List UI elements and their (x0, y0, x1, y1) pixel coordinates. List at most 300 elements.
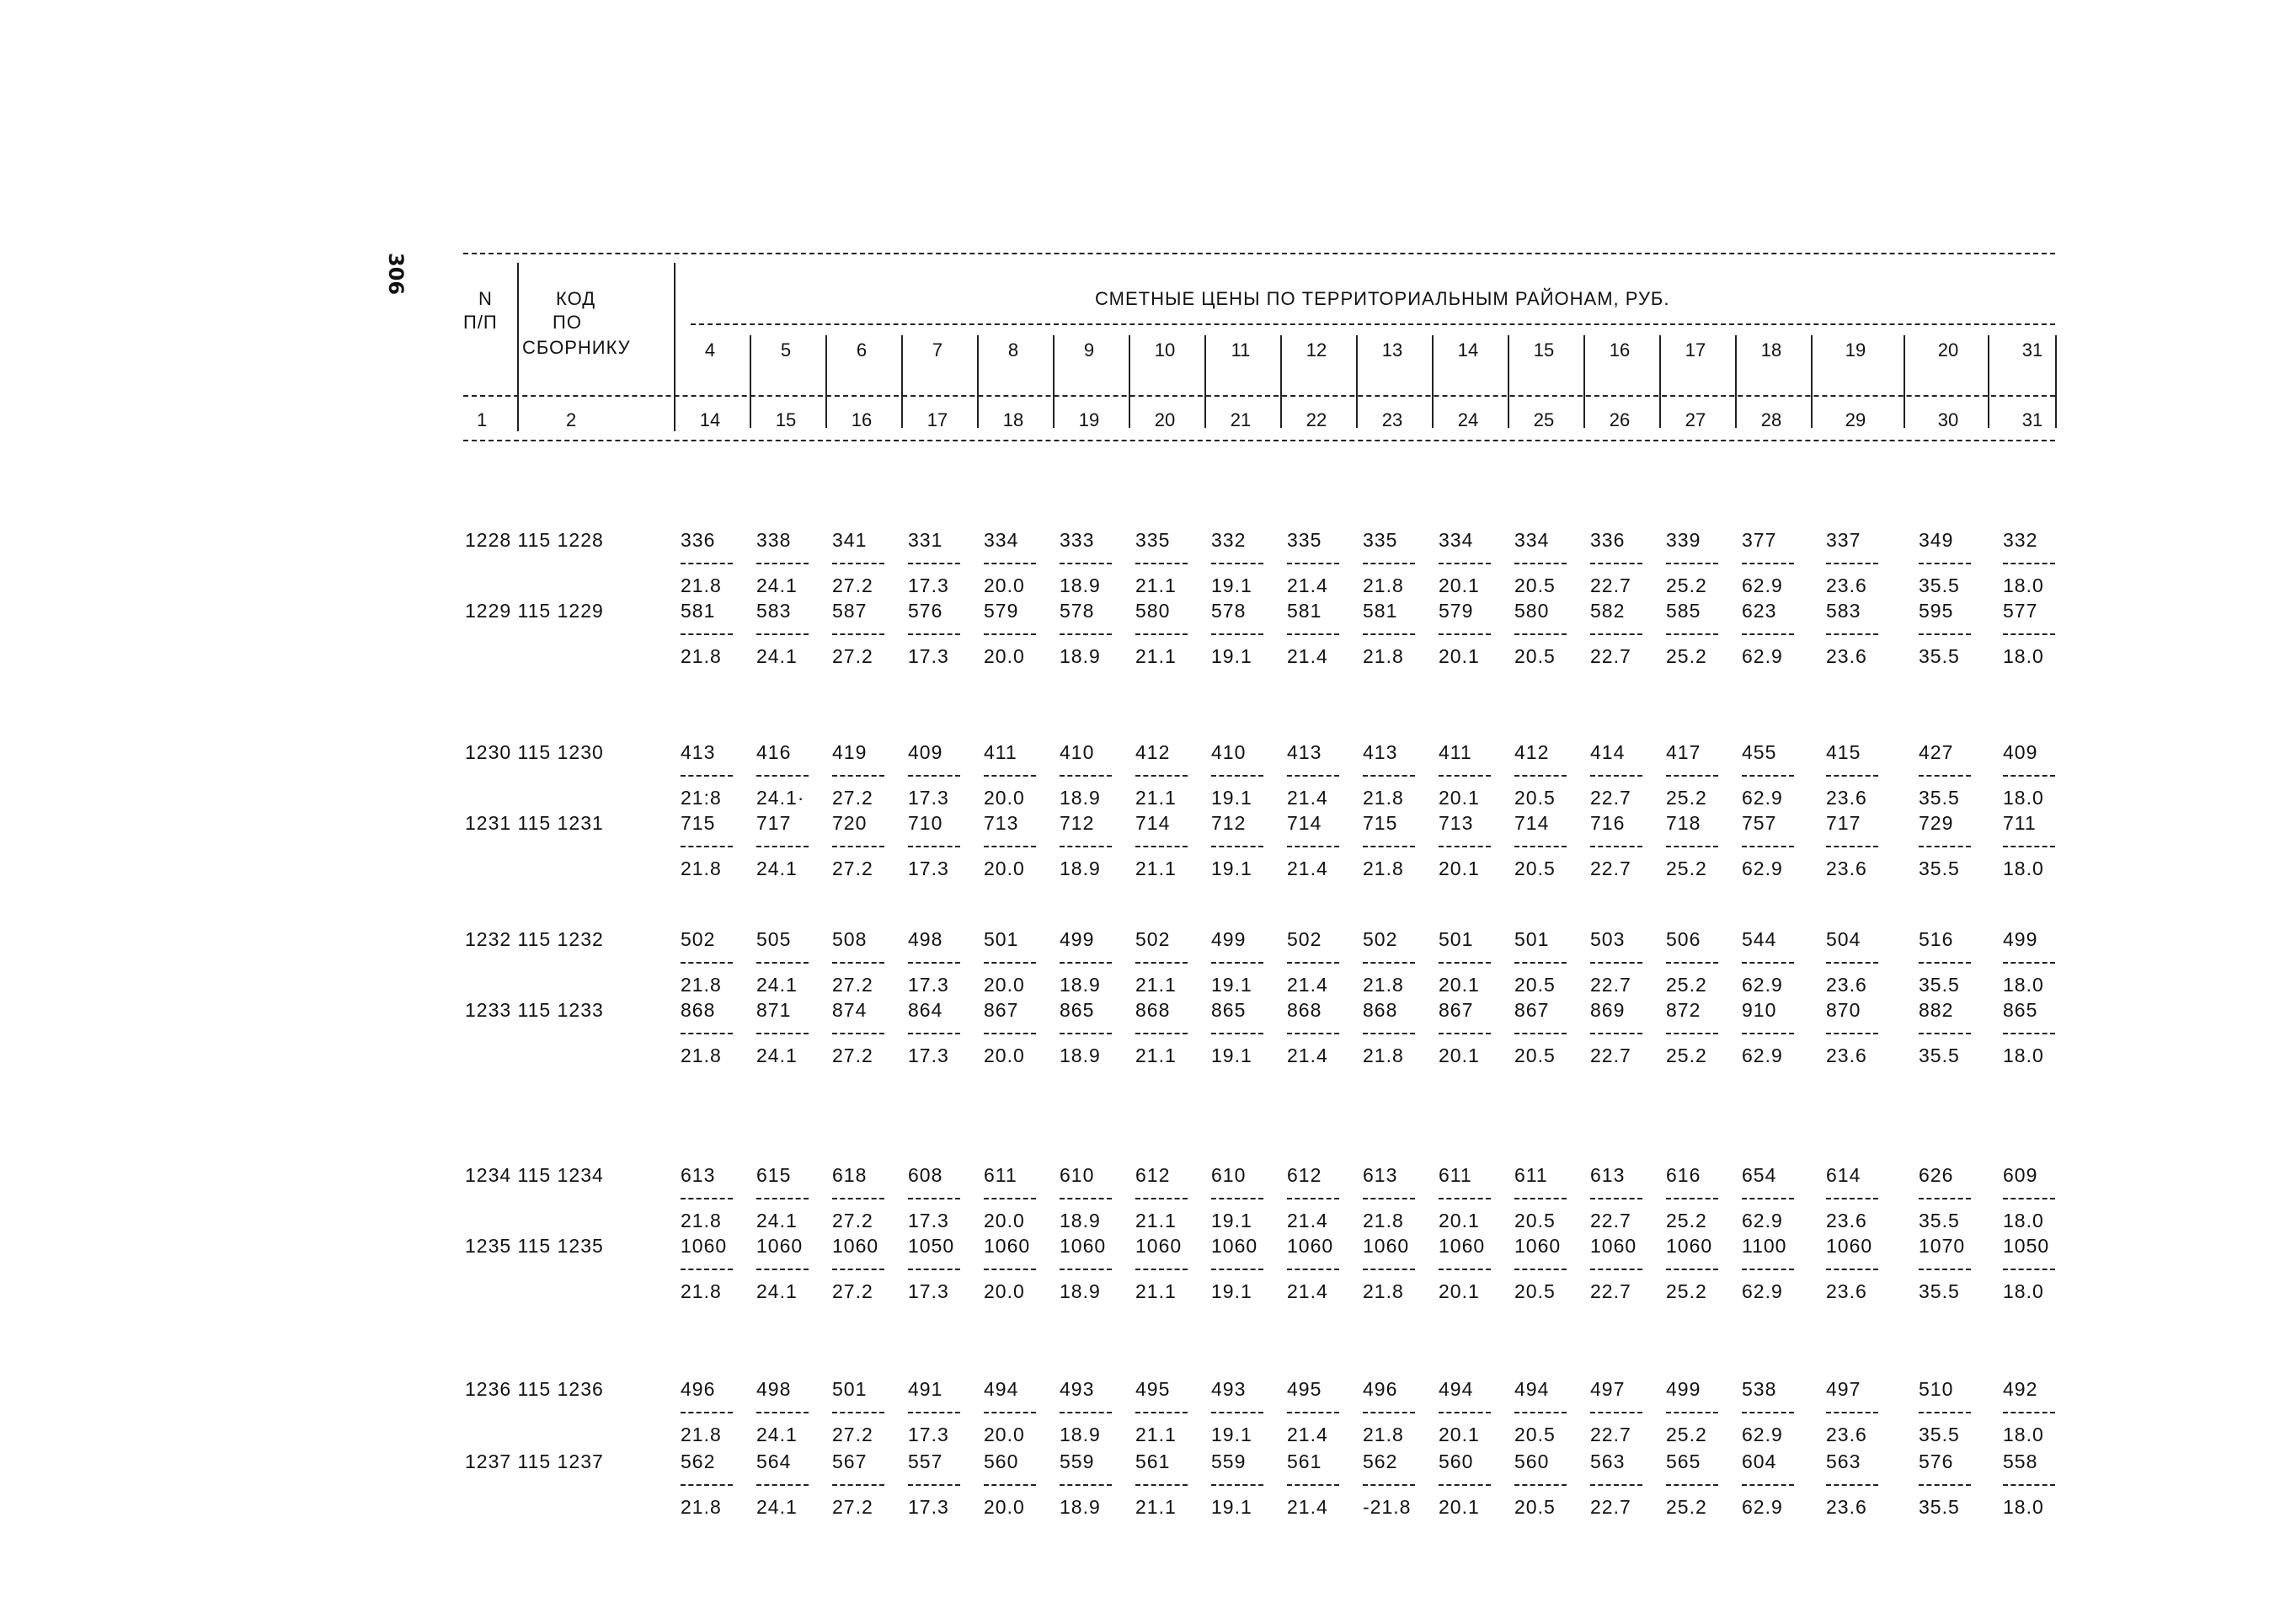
coefficient-value: 23.6 (1826, 645, 1867, 667)
coefficient-value: 17.3 (908, 645, 949, 667)
price-value: 498 (756, 1378, 792, 1400)
fraction-line (681, 1198, 733, 1199)
fraction-line (1590, 1269, 1642, 1270)
coefficient-value: 18.9 (1060, 1210, 1101, 1231)
coefficient-value: 23.6 (1826, 1424, 1867, 1445)
coefficient-value: 27.2 (832, 1044, 873, 1066)
fraction-line (1211, 1484, 1263, 1486)
fraction-line (1590, 563, 1642, 564)
coefficient-value: 19.1 (1211, 787, 1252, 809)
header-n-sub: П/П (463, 312, 498, 333)
coefficient-value: 21.4 (1287, 974, 1328, 996)
fraction-line (1666, 1269, 1718, 1270)
coefficient-value: 27.2 (832, 574, 873, 596)
coefficient-value: 20.5 (1514, 1280, 1556, 1302)
coefficient-value: 62.9 (1742, 1280, 1783, 1302)
coefficient-value: 23.6 (1826, 857, 1867, 879)
price-value: 565 (1666, 1450, 1701, 1472)
price-value: 417 (1666, 741, 1701, 763)
fraction-line (1060, 1198, 1112, 1199)
coefficient-value: 20.1 (1439, 974, 1480, 996)
price-value: 579 (984, 600, 1019, 622)
price-value: 610 (1211, 1164, 1247, 1186)
coefficient-value: 20.5 (1514, 1210, 1556, 1231)
fraction-line (1211, 563, 1263, 564)
fraction-line (1919, 1198, 1971, 1199)
coefficient-value: 20.0 (984, 1044, 1025, 1066)
coefficient-value: 21.8 (681, 1280, 722, 1302)
fraction-line (1135, 962, 1188, 964)
price-value: 874 (832, 999, 868, 1021)
coefficient-value: 18.0 (2003, 574, 2044, 596)
fraction-line (2003, 1198, 2055, 1199)
fraction-line (756, 1412, 809, 1413)
coefficient-value: 18.9 (1060, 574, 1101, 596)
fraction-line (1211, 846, 1263, 847)
row-code: 1228 115 1228 (465, 529, 604, 551)
fraction-line (832, 1269, 884, 1270)
price-value: 427 (1919, 741, 1954, 763)
coefficient-value: 21.1 (1135, 645, 1177, 667)
coefficient-value: 20.1 (1439, 1424, 1480, 1445)
fraction-line (1287, 962, 1339, 964)
fraction-line (1060, 846, 1112, 847)
coefficient-value: 18.9 (1060, 1424, 1101, 1445)
fraction-line (756, 1033, 809, 1034)
header-code: КОД (556, 288, 596, 309)
index-number: 21 (1230, 409, 1252, 430)
price-value: 504 (1826, 928, 1861, 950)
price-value: 869 (1590, 999, 1626, 1021)
header-top-rule (463, 253, 2055, 254)
fraction-line (832, 962, 884, 964)
coefficient-value: 20.5 (1514, 1424, 1556, 1445)
fraction-line (1514, 563, 1567, 564)
price-value: 577 (2003, 600, 2038, 622)
fraction-line (1514, 633, 1567, 635)
fraction-line (1919, 775, 1971, 777)
coefficient-value: 19.1 (1211, 857, 1252, 879)
fraction-line (1919, 1484, 1971, 1486)
coefficient-value: 21.8 (681, 1496, 722, 1518)
fraction-line (1135, 563, 1188, 564)
price-value: 564 (756, 1450, 792, 1472)
price-value: 499 (2003, 928, 2038, 950)
fraction-line (1514, 1412, 1567, 1413)
price-value: 580 (1514, 600, 1550, 622)
price-value: 335 (1287, 529, 1322, 551)
coefficient-value: 22.7 (1590, 1424, 1631, 1445)
price-value: 567 (832, 1450, 868, 1472)
coefficient-value: 19.1 (1211, 1044, 1252, 1066)
header-mid-rule (691, 323, 2055, 325)
coefficient-value: 27.2 (832, 1210, 873, 1231)
index-number: 14 (699, 409, 721, 430)
price-value: 491 (908, 1378, 943, 1400)
price-value: 516 (1919, 928, 1954, 950)
fraction-line (1826, 1484, 1878, 1486)
fraction-line (1590, 775, 1642, 777)
coefficient-value: 22.7 (1590, 574, 1631, 596)
price-value: 868 (1135, 999, 1171, 1021)
fraction-line (1060, 633, 1112, 635)
fraction-line (1211, 1269, 1263, 1270)
fraction-line (1666, 1033, 1718, 1034)
coefficient-value: 22.7 (1590, 1044, 1631, 1066)
coefficient-value: 23.6 (1826, 1280, 1867, 1302)
fraction-line (984, 633, 1036, 635)
price-value: 581 (681, 600, 716, 622)
price-value: 579 (1439, 600, 1474, 622)
coefficient-value: 17.3 (908, 1424, 949, 1445)
coefficient-value: 18.0 (2003, 1044, 2044, 1066)
fraction-line (2003, 633, 2055, 635)
price-value: 576 (1919, 1450, 1954, 1472)
price-value: 559 (1060, 1450, 1095, 1472)
fraction-line (681, 633, 733, 635)
coefficient-value: 23.6 (1826, 1496, 1867, 1518)
coefficient-value: 35.5 (1919, 787, 1960, 809)
coefficient-value: 20.0 (984, 1210, 1025, 1231)
coefficient-value: 25.2 (1666, 1424, 1707, 1445)
coefficient-value: 21.8 (1363, 857, 1404, 879)
coefficient-value: 20.5 (1514, 787, 1556, 809)
price-value: 416 (756, 741, 792, 763)
price-value: 413 (681, 741, 716, 763)
fraction-line (908, 1412, 960, 1413)
price-value: 492 (2003, 1378, 2038, 1400)
price-value: 544 (1742, 928, 1777, 950)
fraction-line (1666, 563, 1718, 564)
fraction-line (1363, 1484, 1415, 1486)
fraction-line (1826, 846, 1878, 847)
price-value: 582 (1590, 600, 1626, 622)
district-number: 7 (932, 339, 943, 361)
fraction-line (832, 563, 884, 564)
table-title: СМЕТНЫЕ ЦЕНЫ ПО ТЕРРИТОРИАЛЬНЫМ РАЙОНАМ, РУБ. (1095, 288, 1670, 309)
price-value: 868 (1363, 999, 1398, 1021)
fraction-line (908, 962, 960, 964)
district-number: 19 (1845, 339, 1866, 361)
coefficient-value: 17.3 (908, 1496, 949, 1518)
price-value: 1060 (832, 1235, 879, 1257)
price-value: 1060 (1514, 1235, 1562, 1257)
coefficient-value: 23.6 (1826, 787, 1867, 809)
price-value: 867 (1514, 999, 1550, 1021)
price-value: 1060 (1826, 1235, 1873, 1257)
district-number: 18 (1760, 339, 1782, 361)
coefficient-value: 27.2 (832, 787, 873, 809)
coefficient-value: 21.1 (1135, 974, 1177, 996)
fraction-line (1135, 633, 1188, 635)
fraction-line (756, 1198, 809, 1199)
fraction-line (908, 1484, 960, 1486)
fraction-line (908, 633, 960, 635)
coefficient-value: 35.5 (1919, 645, 1960, 667)
fraction-line (832, 633, 884, 635)
price-value: 1060 (681, 1235, 728, 1257)
coefficient-value: 20.0 (984, 857, 1025, 879)
index-number: 15 (775, 409, 797, 430)
coefficient-value: 17.3 (908, 1210, 949, 1231)
price-value: 615 (756, 1164, 792, 1186)
fraction-line (1287, 846, 1339, 847)
fraction-line (1363, 563, 1415, 564)
coefficient-value: 18.0 (2003, 1210, 2044, 1231)
fraction-line (1439, 1269, 1491, 1270)
fraction-line (1590, 633, 1642, 635)
coefficient-value: 20.0 (984, 1424, 1025, 1445)
coefficient-value: 18.0 (2003, 857, 2044, 879)
price-value: 595 (1919, 600, 1954, 622)
coefficient-value: 20.0 (984, 1496, 1025, 1518)
price-value: 1060 (1211, 1235, 1258, 1257)
price-value: 494 (1514, 1378, 1550, 1400)
coefficient-value: 62.9 (1742, 645, 1783, 667)
fraction-line (908, 1033, 960, 1034)
price-value: 867 (1439, 999, 1474, 1021)
fraction-line (1363, 1412, 1415, 1413)
price-value: 578 (1060, 600, 1095, 622)
coefficient-value: 20.1 (1439, 787, 1480, 809)
fraction-line (1439, 1484, 1491, 1486)
fraction-line (908, 1198, 960, 1199)
fraction-line (1742, 1484, 1794, 1486)
fraction-line (1060, 1269, 1112, 1270)
price-value: 1060 (1287, 1235, 1334, 1257)
price-value: 616 (1666, 1164, 1701, 1186)
fraction-line (756, 775, 809, 777)
price-value: 409 (2003, 741, 2038, 763)
coefficient-value: 35.5 (1919, 1424, 1960, 1445)
coefficient-value: 21.8 (1363, 1424, 1404, 1445)
price-value: 611 (1439, 1164, 1472, 1186)
coefficient-value: 23.6 (1826, 574, 1867, 596)
coefficient-value: 21:8 (681, 787, 722, 809)
coefficient-value: 23.6 (1826, 1210, 1867, 1231)
price-value: 411 (984, 741, 1017, 763)
district-number: 5 (780, 339, 792, 361)
fraction-line (2003, 1033, 2055, 1034)
price-value: 578 (1211, 600, 1247, 622)
fraction-line (1287, 1269, 1339, 1270)
coefficient-value: 18.9 (1060, 645, 1101, 667)
coefficient-value: 21.4 (1287, 1044, 1328, 1066)
coefficient-value: 24.1 (756, 1496, 798, 1518)
price-value: 715 (681, 812, 716, 834)
price-value: 611 (984, 1164, 1017, 1186)
price-value: 331 (908, 529, 943, 551)
coefficient-value: 21.4 (1287, 574, 1328, 596)
price-value: 495 (1287, 1378, 1322, 1400)
fraction-line (756, 633, 809, 635)
coefficient-value: 25.2 (1666, 1496, 1707, 1518)
price-value: 508 (832, 928, 868, 950)
coefficient-value: 27.2 (832, 1280, 873, 1302)
coefficient-value: 62.9 (1742, 974, 1783, 996)
fraction-line (1060, 1412, 1112, 1413)
price-value: 581 (1363, 600, 1398, 622)
price-value: 377 (1742, 529, 1777, 551)
fraction-line (1439, 633, 1491, 635)
coefficient-value: 24.1 (756, 1424, 798, 1445)
price-value: 1070 (1919, 1235, 1966, 1257)
fraction-line (1826, 633, 1878, 635)
price-value: 618 (832, 1164, 868, 1186)
coefficient-value: 18.0 (2003, 1280, 2044, 1302)
price-value: 757 (1742, 812, 1777, 834)
coefficient-value: 24.1 (756, 574, 798, 596)
coefficient-value: 18.9 (1060, 974, 1101, 996)
price-value: 495 (1135, 1378, 1171, 1400)
coefficient-value: 18.9 (1060, 1496, 1101, 1518)
price-value: 501 (1514, 928, 1550, 950)
fraction-line (1666, 633, 1718, 635)
coefficient-value: 21.4 (1287, 1280, 1328, 1302)
coefficient-value: 18.9 (1060, 1044, 1101, 1066)
coefficient-value: 17.3 (908, 974, 949, 996)
coefficient-value: 20.5 (1514, 1496, 1556, 1518)
district-number: 8 (1007, 339, 1019, 361)
price-value: 510 (1919, 1378, 1954, 1400)
fraction-line (1287, 563, 1339, 564)
fraction-line (756, 846, 809, 847)
coefficient-value: 21.1 (1135, 787, 1177, 809)
fraction-line (756, 1484, 809, 1486)
coefficient-value: 27.2 (832, 1424, 873, 1445)
fraction-line (1919, 1269, 1971, 1270)
coefficient-value: 21.8 (681, 974, 722, 996)
district-number: 9 (1083, 339, 1095, 361)
coefficient-value: 62.9 (1742, 574, 1783, 596)
fraction-line (1287, 1484, 1339, 1486)
price-value: 711 (2003, 812, 2037, 834)
coefficient-value: 21.8 (681, 1424, 722, 1445)
price-value: 1060 (1060, 1235, 1107, 1257)
price-value: 502 (1135, 928, 1171, 950)
coefficient-value: 62.9 (1742, 857, 1783, 879)
coefficient-value: 19.1 (1211, 1496, 1252, 1518)
price-value: 333 (1060, 529, 1095, 551)
fraction-line (1514, 846, 1567, 847)
fraction-line (1135, 846, 1188, 847)
header-separator (1904, 335, 1905, 428)
fraction-line (832, 1412, 884, 1413)
fraction-line (832, 1198, 884, 1199)
price-value: 413 (1363, 741, 1398, 763)
fraction-line (1742, 563, 1794, 564)
fraction-line (984, 1412, 1036, 1413)
fraction-line (681, 563, 733, 564)
fraction-line (1919, 563, 1971, 564)
price-value: 561 (1135, 1450, 1171, 1472)
fraction-line (1514, 1198, 1567, 1199)
coefficient-value: 19.1 (1211, 974, 1252, 996)
coefficient-value: 20.5 (1514, 974, 1556, 996)
price-value: 713 (1439, 812, 1474, 834)
coefficient-value: 62.9 (1742, 1210, 1783, 1231)
fraction-line (1439, 775, 1491, 777)
fraction-line (1826, 1269, 1878, 1270)
fraction-line (1060, 563, 1112, 564)
price-value: 714 (1135, 812, 1171, 834)
district-number: 6 (856, 339, 868, 361)
price-value: 718 (1666, 812, 1701, 834)
fraction-line (908, 846, 960, 847)
fraction-line (1439, 1198, 1491, 1199)
coefficient-value: 21.8 (681, 574, 722, 596)
price-value: 712 (1211, 812, 1247, 834)
price-value: 713 (984, 812, 1019, 834)
price-value: 334 (1514, 529, 1550, 551)
coefficient-value: 35.5 (1919, 1280, 1960, 1302)
index-number: 29 (1845, 409, 1866, 430)
coefficient-value: 20.0 (984, 645, 1025, 667)
coefficient-value: 20.1 (1439, 857, 1480, 879)
index-number: 30 (1937, 409, 1959, 430)
fraction-line (1211, 1198, 1263, 1199)
district-number: 15 (1533, 339, 1555, 361)
coefficient-value: 24.1· (756, 787, 805, 809)
fraction-line (984, 563, 1036, 564)
coefficient-value: 62.9 (1742, 1044, 1783, 1066)
row-code: 1232 115 1232 (465, 928, 604, 950)
fraction-line (681, 1484, 733, 1486)
price-value: 502 (1363, 928, 1398, 950)
coefficient-value: 35.5 (1919, 1044, 1960, 1066)
coefficient-value: 21.4 (1287, 1496, 1328, 1518)
coefficient-value: 20.1 (1439, 574, 1480, 596)
price-value: 337 (1826, 529, 1861, 551)
fraction-line (1135, 1484, 1188, 1486)
price-value: 583 (1826, 600, 1861, 622)
coefficient-value: 25.2 (1666, 645, 1707, 667)
coefficient-value: 62.9 (1742, 787, 1783, 809)
header-separator (1988, 335, 1989, 428)
coefficient-value: 20.0 (984, 1280, 1025, 1302)
header-separator-n (517, 263, 519, 431)
fraction-line (984, 846, 1036, 847)
price-value: 410 (1211, 741, 1247, 763)
fraction-line (1287, 1198, 1339, 1199)
district-number: 16 (1609, 339, 1631, 361)
fraction-line (1135, 1269, 1188, 1270)
coefficient-value: 20.0 (984, 974, 1025, 996)
price-value: 612 (1287, 1164, 1322, 1186)
price-value: 871 (756, 999, 792, 1021)
price-value: 867 (984, 999, 1019, 1021)
coefficient-value: 17.3 (908, 857, 949, 879)
fraction-line (1363, 775, 1415, 777)
fraction-line (1742, 775, 1794, 777)
fraction-line (2003, 1269, 2055, 1270)
fraction-line (1590, 1412, 1642, 1413)
fraction-line (1666, 962, 1718, 964)
fraction-line (1287, 633, 1339, 635)
fraction-line (984, 962, 1036, 964)
fraction-line (681, 775, 733, 777)
coefficient-value: 21.4 (1287, 1210, 1328, 1231)
fraction-line (1439, 846, 1491, 847)
coefficient-value: 25.2 (1666, 974, 1707, 996)
row-code: 1230 115 1230 (465, 741, 604, 763)
price-value: 623 (1742, 600, 1777, 622)
fraction-line (1363, 633, 1415, 635)
row-code: 1236 115 1236 (465, 1378, 604, 1400)
fraction-line (1919, 1033, 1971, 1034)
coefficient-value: 25.2 (1666, 1280, 1707, 1302)
price-value: 503 (1590, 928, 1626, 950)
